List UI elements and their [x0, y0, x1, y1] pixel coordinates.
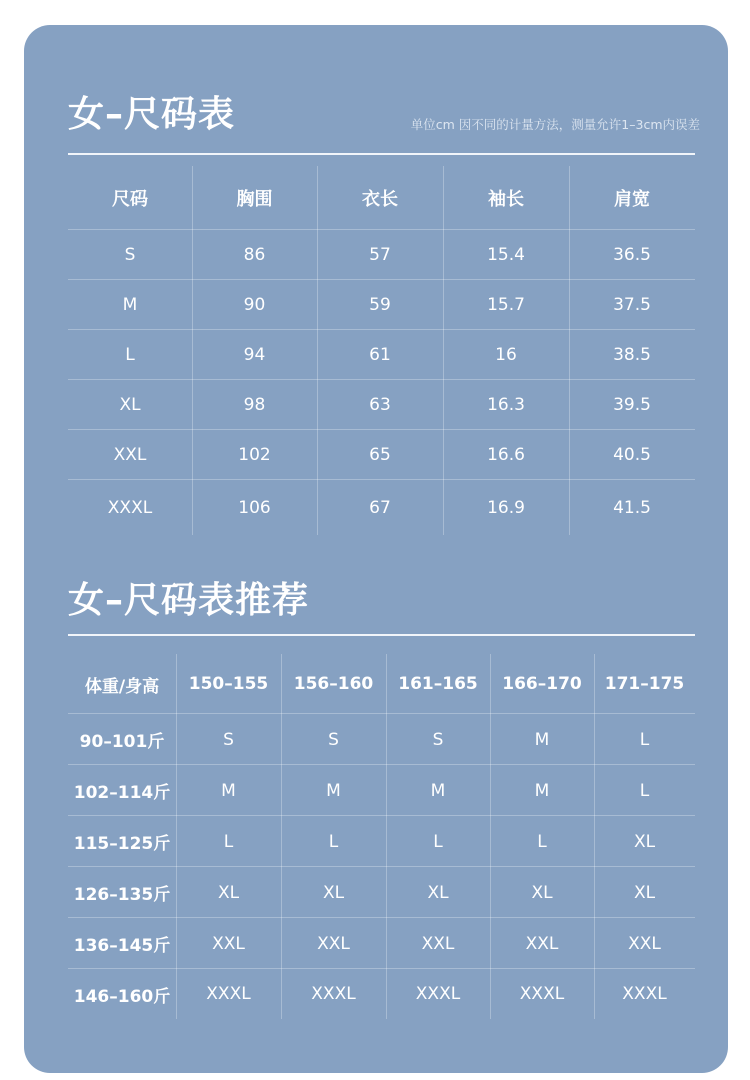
- table-cell: XXL: [281, 918, 386, 969]
- table-cell: XXXL: [594, 969, 695, 1019]
- table-cell: 86: [192, 230, 317, 280]
- table-row: [68, 765, 695, 816]
- table-cell: XXL: [176, 918, 281, 969]
- recommend-table: [68, 654, 695, 1019]
- table-cell: XXL: [594, 918, 695, 969]
- table-cell: M: [490, 714, 594, 765]
- table-cell: 16.6: [443, 430, 569, 480]
- row-label: S: [124, 245, 136, 265]
- column-header: 肩宽: [569, 166, 695, 230]
- table-cell: 41.5: [569, 480, 695, 535]
- table-cell: M: [281, 765, 386, 816]
- table-cell: L: [594, 765, 695, 816]
- table-row: [68, 918, 695, 969]
- table-cell: 63: [317, 380, 443, 430]
- row-label: L: [125, 345, 135, 365]
- table-cell: 40.5: [569, 430, 695, 480]
- row-label: 90–101斤: [79, 732, 165, 752]
- table-cell: XXXL: [490, 969, 594, 1019]
- row-label: 126–135斤: [73, 885, 171, 905]
- table-row: [68, 380, 695, 430]
- title-divider: [68, 634, 695, 636]
- table-cell: XXXL: [176, 969, 281, 1019]
- title-divider: [68, 153, 695, 155]
- table-cell: 65: [317, 430, 443, 480]
- table-cell: XXL: [386, 918, 490, 969]
- size-table: [68, 166, 695, 535]
- table-cell: XL: [386, 867, 490, 918]
- table-header-row: [68, 654, 695, 714]
- table-cell: 39.5: [569, 380, 695, 430]
- table-cell: 16: [443, 330, 569, 380]
- table-cell: 57: [317, 230, 443, 280]
- row-label: 136–145斤: [73, 936, 171, 956]
- table-cell: 90: [192, 280, 317, 330]
- column-header: 166–170: [490, 654, 594, 714]
- table-cell: L: [386, 816, 490, 867]
- table-row: [68, 816, 695, 867]
- measurement-note: 单位cm 因不同的计量方法，测量允许1–3cm内误差: [410, 117, 700, 132]
- table-cell: XL: [594, 867, 695, 918]
- table-header-row: [68, 166, 695, 230]
- table-cell: 61: [317, 330, 443, 380]
- table-cell: XXL: [490, 918, 594, 969]
- table-cell: 106: [192, 480, 317, 535]
- table-cell: XL: [490, 867, 594, 918]
- table-cell: L: [176, 816, 281, 867]
- table-cell: L: [594, 714, 695, 765]
- column-header: 150–155: [176, 654, 281, 714]
- table-cell: 94: [192, 330, 317, 380]
- table-cell: M: [490, 765, 594, 816]
- table-cell: S: [176, 714, 281, 765]
- recommend-chart-title: 女–尺码表推荐: [68, 580, 310, 621]
- table-cell: 98: [192, 380, 317, 430]
- table-row: [68, 714, 695, 765]
- table-cell: 36.5: [569, 230, 695, 280]
- table-cell: 102: [192, 430, 317, 480]
- column-header: 161–165: [386, 654, 490, 714]
- table-cell: S: [386, 714, 490, 765]
- row-label: XXL: [113, 445, 147, 465]
- row-label: XXXL: [107, 497, 153, 518]
- row-label: 115–125斤: [73, 834, 171, 854]
- table-row: [68, 867, 695, 918]
- table-row: [68, 430, 695, 480]
- column-header: 尺码: [112, 189, 148, 210]
- table-cell: 16.3: [443, 380, 569, 430]
- table-row: [68, 969, 695, 1019]
- table-cell: XL: [594, 816, 695, 867]
- table-cell: 16.9: [443, 480, 569, 535]
- row-label: 146–160斤: [73, 986, 171, 1007]
- column-header: 衣长: [317, 166, 443, 230]
- column-header: 171–175: [594, 654, 695, 714]
- row-label: M: [122, 295, 138, 315]
- column-header: 体重/身高: [84, 676, 160, 697]
- table-cell: S: [281, 714, 386, 765]
- column-header: 胸围: [192, 166, 317, 230]
- table-cell: L: [490, 816, 594, 867]
- table-cell: XXXL: [386, 969, 490, 1019]
- table-row: [68, 330, 695, 380]
- table-cell: 15.7: [443, 280, 569, 330]
- table-cell: 38.5: [569, 330, 695, 380]
- table-row: [68, 230, 695, 280]
- table-cell: M: [176, 765, 281, 816]
- table-cell: 37.5: [569, 280, 695, 330]
- table-cell: XXXL: [281, 969, 386, 1019]
- row-label: XL: [119, 395, 141, 415]
- size-chart-title: 女–尺码表: [68, 94, 236, 135]
- table-cell: 67: [317, 480, 443, 535]
- table-row: [68, 480, 695, 535]
- table-cell: XL: [176, 867, 281, 918]
- table-cell: M: [386, 765, 490, 816]
- table-cell: 15.4: [443, 230, 569, 280]
- table-cell: 59: [317, 280, 443, 330]
- table-cell: L: [281, 816, 386, 867]
- column-header: 156–160: [281, 654, 386, 714]
- column-header: 袖长: [443, 166, 569, 230]
- table-cell: XL: [281, 867, 386, 918]
- row-label: 102–114斤: [73, 783, 171, 803]
- table-row: [68, 280, 695, 330]
